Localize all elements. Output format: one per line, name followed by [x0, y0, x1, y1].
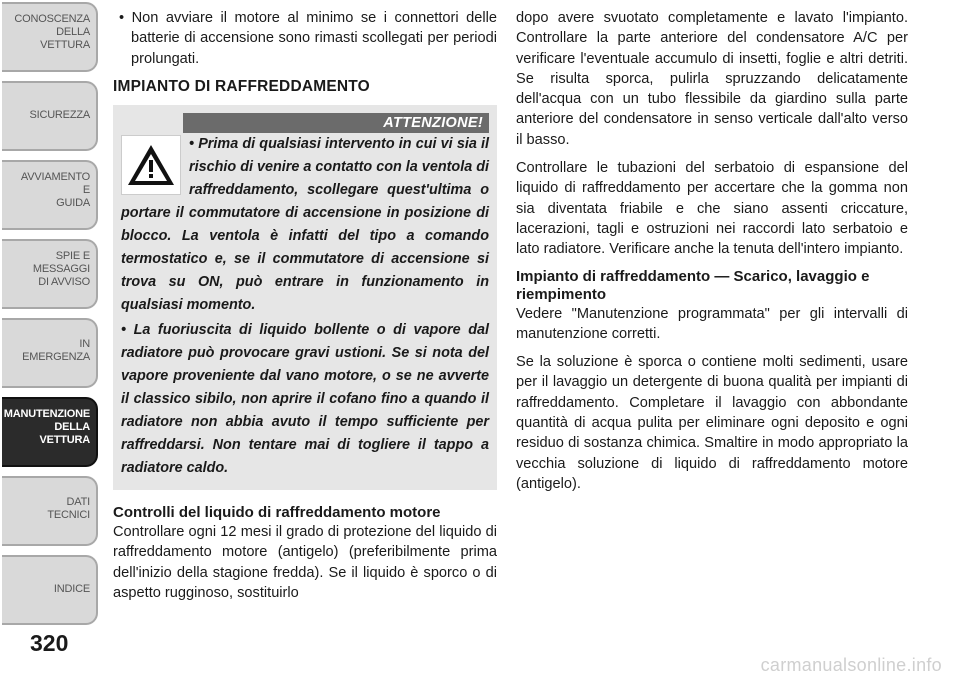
tab-spie-e-messaggi[interactable]	[2, 239, 98, 309]
left-column	[113, 8, 497, 603]
tab-label: E	[82, 184, 90, 196]
watermark: carmanualsonline.info	[760, 655, 942, 675]
warning-item: • Prima di qualsiasi intervento in cui vi sia il rischio di venire a contatto con la ventola di raffreddamento, scollegare quest'ultima o portare il commutatore di accensione in posizione di blocco. La ventola è infatti del tipo a comando termostatico e, se il commutatore di accensione si trova su ON, può entrare in funzionamento in qualsiasi momento.	[121, 136, 489, 314]
page-number: 320	[30, 630, 69, 656]
body-paragraph: Controllare ogni 12 mesi il grado di protezione del liquido di raffreddamento motore (antigelo) (preferibilmente prima dell'inizio della stagione fredda). Se il liquido è sporco o di aspetto rugginoso, sostituirlo	[113, 524, 497, 602]
tab-in-emergenza[interactable]	[2, 318, 98, 388]
tab-label: AVVIAMENTO	[20, 171, 90, 183]
tab-label: IN	[79, 338, 90, 350]
body-paragraph: dopo avere svuotato completamente e lavato l'impianto. Controllare la parte anteriore del condensatore A/C per verificare l'eventuale accumulo di insetti, foglie e altri detriti. Se risulta sporca, pulirla spruzzando delicatamente dell'acqua con un tubo flessibile da giardino sulla parte anteriore del condensatore in senso verticale dall'alto verso il basso.	[516, 10, 908, 148]
tab-label: CONOSCENZA	[14, 13, 90, 25]
body-paragraph: Vedere "Manutenzione programmata" per gli intervalli di manutenzione corretti.	[516, 305, 908, 342]
tab-avviamento-e-guida[interactable]	[2, 160, 98, 230]
tab-label: INDICE	[53, 583, 90, 595]
warning-triangle-icon	[121, 135, 181, 195]
tab-label: DATI	[66, 496, 90, 508]
tab-label: SPIE E	[55, 250, 90, 262]
warning-title: ATTENZIONE!	[183, 113, 489, 133]
tab-label: TECNICI	[47, 509, 90, 521]
tab-sicurezza[interactable]	[2, 81, 98, 151]
tab-label: SICUREZZA	[29, 109, 90, 121]
tab-dati-tecnici[interactable]	[2, 476, 98, 546]
tab-label: VETTURA	[40, 39, 90, 51]
tab-label: MANUTENZIONE	[3, 408, 90, 420]
subsection-title: Controlli del liquido di raffreddamento motore	[113, 504, 441, 522]
right-column	[516, 8, 908, 502]
tab-label: EMERGENZA	[22, 351, 90, 363]
warning-item: • La fuoriuscita di liquido bollente o di vapore dal radiatore può provocare gravi ustioni. Se si nota del vapore proveniente dal vano motore, o se ne avverte il classico sibilo, non aprire il cofano fino a quando il radiatore non abbia avuto il tempo sufficiente per raffreddarsi. Non tentare mai di togliere il tappo a radiatore caldo.	[121, 322, 489, 477]
section-title: IMPIANTO DI RAFFREDDAMENTO	[113, 77, 370, 95]
tab-label: GUIDA	[56, 197, 90, 209]
tab-label: DELLA	[54, 421, 90, 433]
tab-conoscenza-della-vettura[interactable]	[2, 2, 98, 72]
bullet-paragraph: • Non avviare il motore al minimo se i connettori delle batterie di accensione sono rimasti scollegati per periodi prolungati.	[119, 10, 497, 67]
tab-indice[interactable]	[2, 555, 98, 625]
warning-box	[113, 105, 497, 490]
tab-manutenzione-della-vettura[interactable]	[2, 397, 98, 467]
chapter-tabs	[0, 0, 100, 640]
body-paragraph: Controllare le tubazioni del serbatoio di espansione del liquido di raffreddamento per accertare che la gomma non sia diventata friabile e che siano assenti criccature, lacerazioni, tagli e ostruzioni nei raccordi lato serbatoio e lato radiatore. Verificare anche la tenuta dell'intero impianto.	[516, 160, 908, 258]
tab-label: DELLA	[56, 26, 90, 38]
tab-label: MESSAGGI	[32, 263, 90, 275]
tab-label: VETTURA	[39, 434, 90, 446]
tab-label: DI AVVISO	[38, 276, 90, 288]
subsection-title: Impianto di raffreddamento — Scarico, lavaggio e riempimento	[516, 267, 870, 303]
body-paragraph: Se la soluzione è sporca o contiene molti sedimenti, usare per il lavaggio un detergente di buona qualità per impianti di raffreddamento. Completare il lavaggio con abbondante quantità di acqua pulita per eliminare ogni deposito e ogni residuo di sostanza chimica. Smaltire in modo appropriato la vecchia soluzione di liquido di raffreddamento motore (antigelo).	[516, 354, 908, 492]
